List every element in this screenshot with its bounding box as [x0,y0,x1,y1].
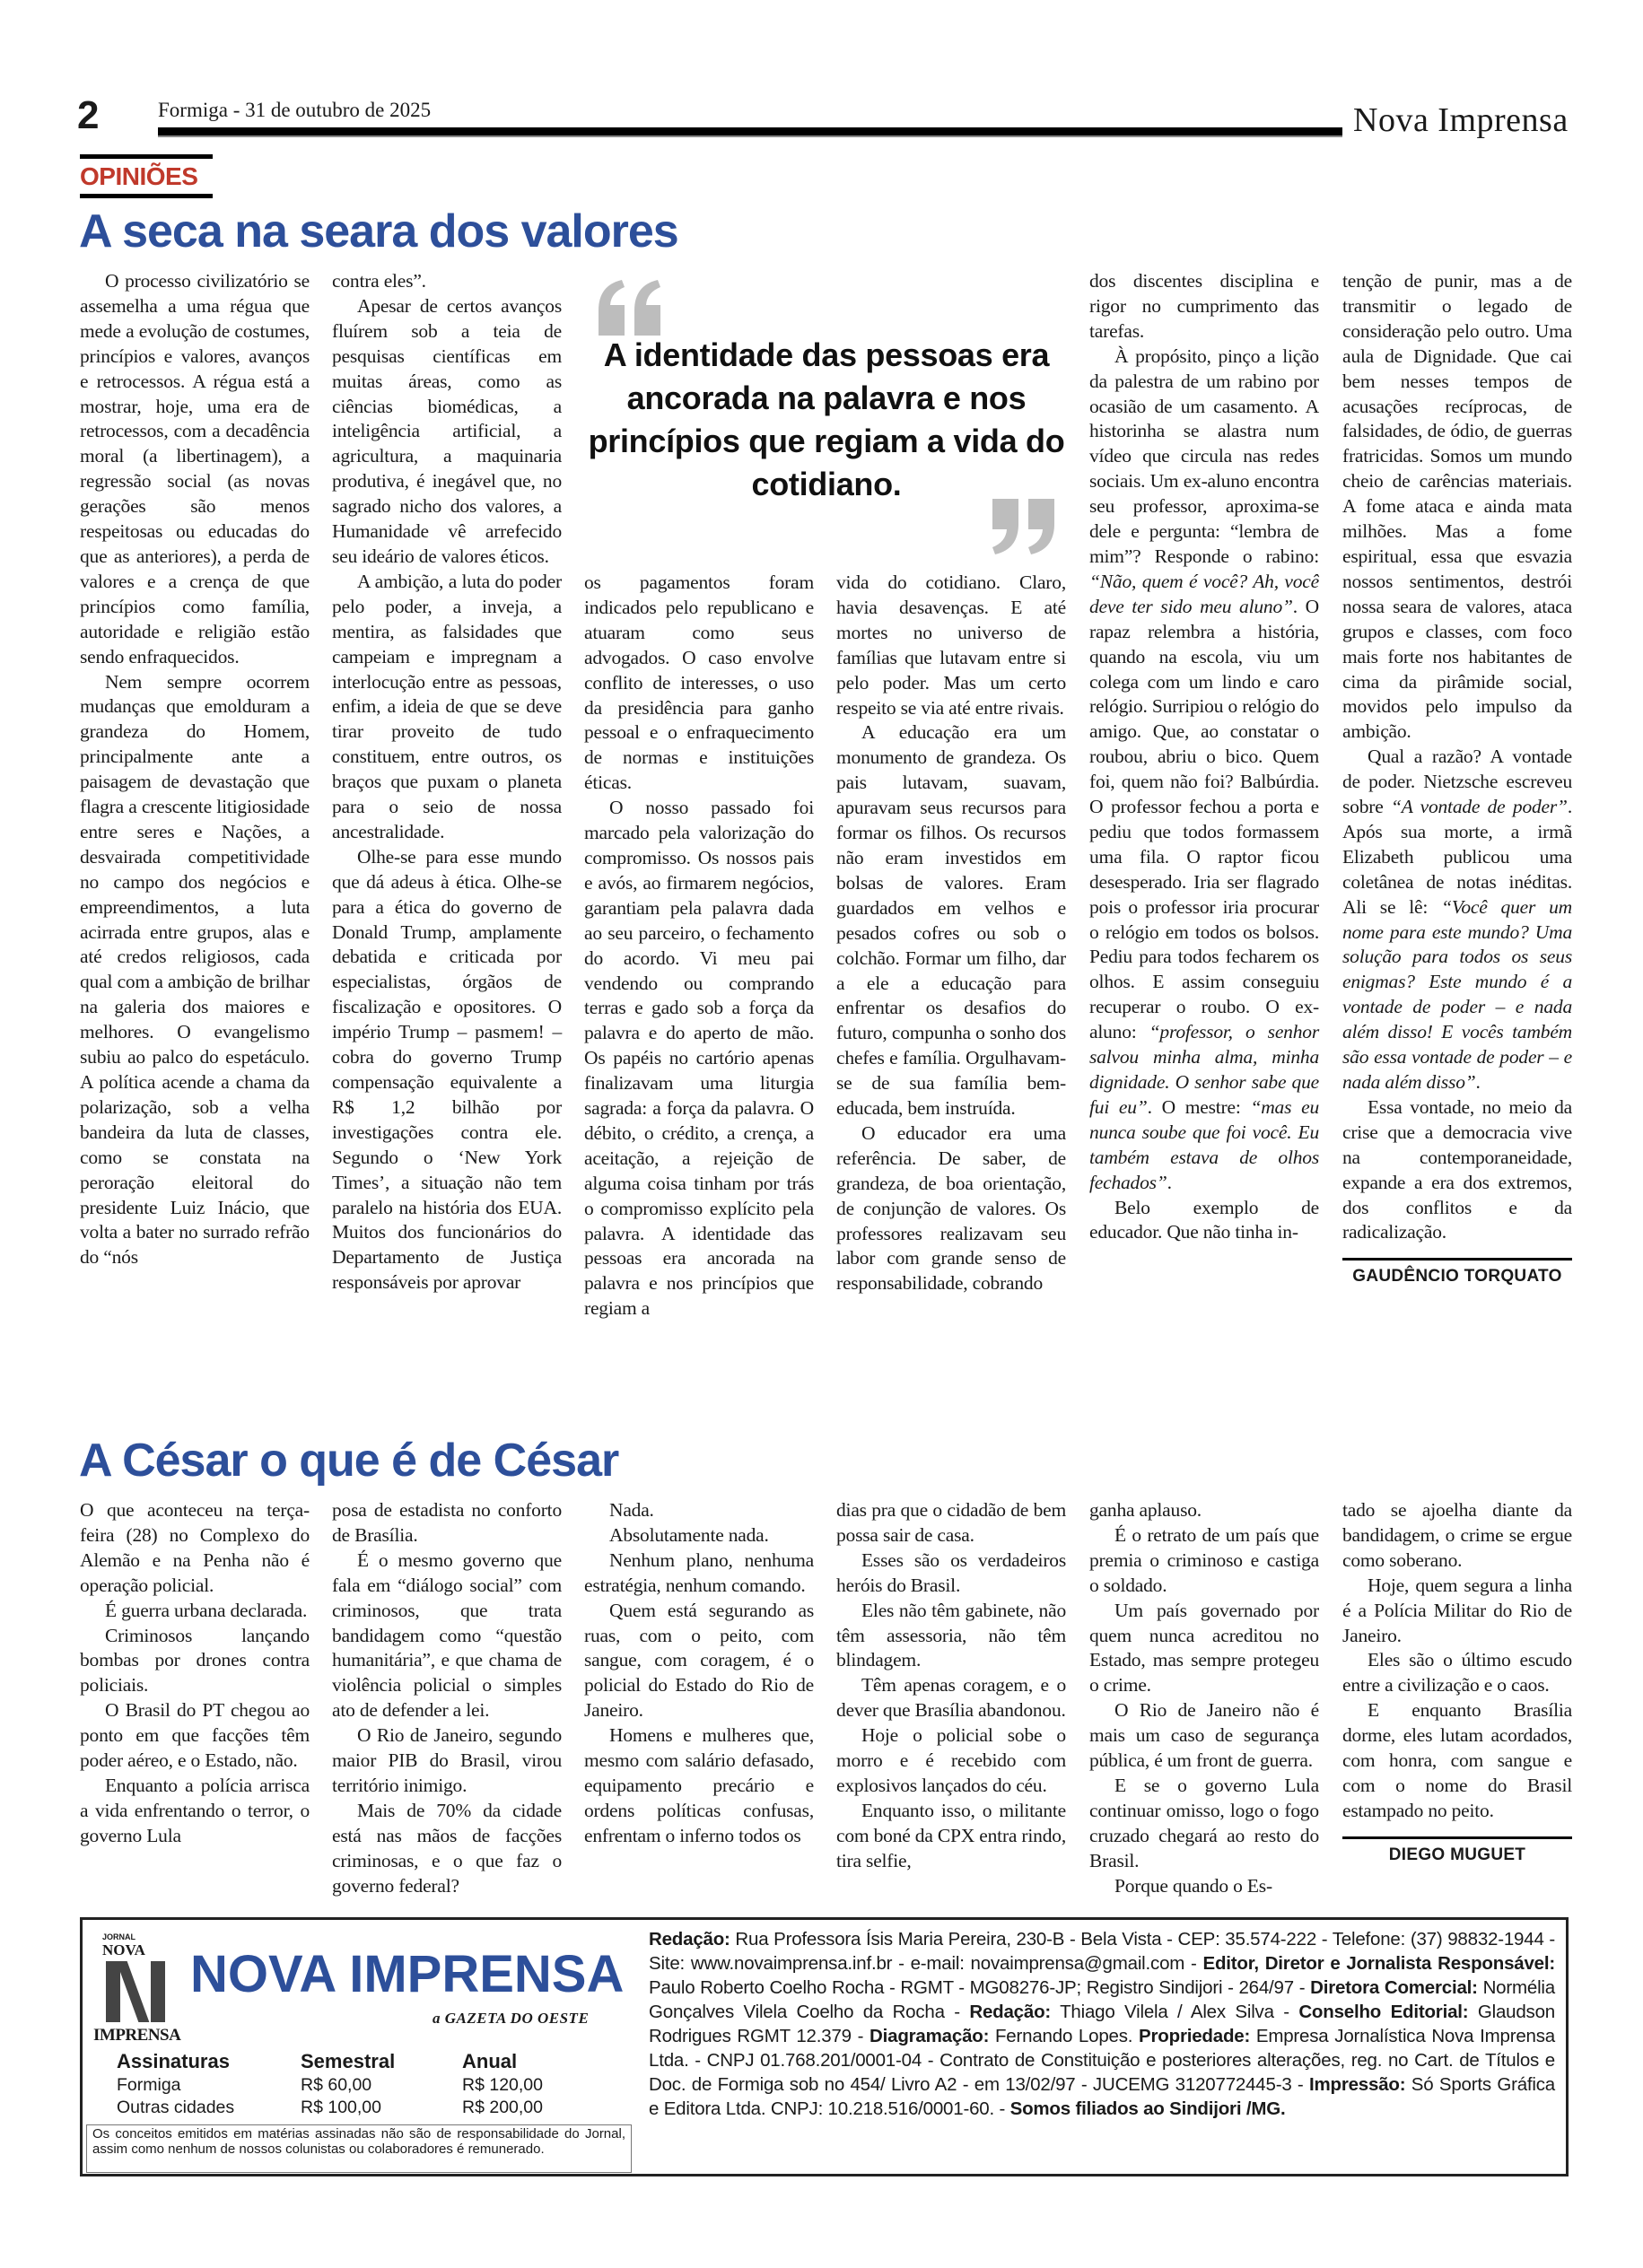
text-run: tenção de punir, mas a de transmitir o legado de consideração pelo outro. Uma aula de Dignidade. Que cai bem nesses tempos de acusações recíprocas, de falsidades, de ódio, de guerras fratricidas. Somos um mundo cheio de carências materiais. A fome ataca e ainda mata milhões. Mas a fome espiritual, essa que esvazia nossos sentimentos, destrói nossa seara de valores, ataca grupos e classes, com foco mais forte nos habitantes de cima da pirâmide social, movidos pelo impulso da ambição. [1342,270,1572,743]
text-run: Criminosos lançando bombas por drones contra policiais. [80,1624,310,1697]
italic-quote: “professor, o senhor salvou minha alma, minha dignidade. O senhor sabe que fui eu” [1089,1021,1319,1118]
italic-quote: “A vontade de poder” [1390,796,1568,818]
subs-cell: Outras cidades [117,2098,235,2117]
paragraph [1342,1698,1572,1824]
paragraph [836,1723,1066,1799]
open-quote-icon [595,280,667,336]
disclaimer: Os conceitos emitidos em matérias assinadas não são de responsabilidade do Jornal, assim como nenhum de nossos colunistas ou colaboradores é remunerado. [86,2124,632,2173]
text-run: Normélia Gonçalves Vilela Coelho da Rocha - [649,1977,1555,2022]
text-run: . [1167,1171,1172,1193]
subs-cell: R$ 100,00 [301,2098,381,2117]
text-run: À propósito, pinço a lição da palestra de um rabino por ocasião de um casamento. A historinha se alastra num vídeo que circula nas redes sociais. Um ex-aluno encontra seu professor, aproxima-se dele e pergunta: “lembra de mim”? Responde o rabino: [1089,345,1319,567]
paragraph [836,1121,1066,1296]
logo-bar [106,1961,120,2022]
column-body [332,269,562,1295]
pull-quote-text: A identidade das pessoas era ancorada na palavra e nos princípios que regiam a vida do cotidiano. [588,336,1065,502]
paragraph [836,571,1066,720]
paragraph [332,294,562,570]
tagline: a GAZETA DO OESTE [433,2010,590,2027]
text-run: E enquanto Brasília dorme, eles lutam acordados, com honra, com sangue e com o nome do Brasil estampado no peito. [1342,1699,1572,1821]
text-run: O educador era uma referência. De saber, de grandeza, de boa orientação, de conjunção de valores. Os professores realizavam seu labor com grande senso de responsabilidade, cobrando [836,1121,1066,1295]
text-run: Nem sempre ocorrem mudanças que emolduram a grandeza do Homem, principalmente ante a paisagem de devastação que flagra a crescente litigiosidade entre seres e Nações, a desvairada competitividade no campo dos negócios e empreendimentos, a luta acirrada entre grupos, alas e até credos religiosos, cada qual com a ambição de brilhar na galeria dos maiores e melhores. O evangelismo subiu ao palco do espetáculo. A política acende a chama da polarização, sob a velha bandeira da luta de classes, como se constata na peroração eleitoral do presidente Luiz Inácio, que volta a bater no surrado refrão do “nós [80,670,310,1269]
column-body [1089,269,1319,1245]
page-number: 2 [77,93,100,137]
text-run: . Após sua morte, a irmã Elizabeth publicou uma coletânea de notas inéditas. Ali se lê: [1342,796,1572,918]
column-body [80,1498,310,1849]
paragraph [1342,1498,1572,1574]
text-run: Mais de 70% da cidade está nas mãos de facções criminosas, e o que faz o governo federal? [332,1799,562,1897]
paragraph [1342,745,1572,1095]
text-run: Thiago Vilela / Alex Silva - [1051,2002,1299,2022]
column-body [332,1498,562,1899]
logo-bar [117,1961,150,2022]
text-run: O nosso passado foi marcado pela valorização do compromisso. Os nossos pais e avós, ao firmarem negócios, garantiam pela palavra dada ao seu parceiro, o fechamento do acordo. Vi meu pai vendendo ou comprando terras e gado sob a força da palavra e do aperto de mão. Os papéis no cartório apenas finalizavam uma liturgia sagrada: a força da palavra. O débito, o crédito, a crença, a aceitação, a rejeição de alguma coisa tinham por trás o compromisso explícito pela palavra. A identidade das pessoas era ancorada na palavra e nos princípios que regiam a [584,797,814,1320]
article2-column-1 [80,1498,310,1849]
header-rule [158,127,1342,137]
text-run: Têm apenas coragem, e o dever que Brasília abandonou. [836,1674,1066,1722]
bold-label: Redação: [969,2002,1052,2022]
article1-column-4 [836,571,1066,1296]
text-run: . O mestre: [1147,1095,1251,1118]
text-run: Um país governado por quem nunca acreditou no Estado, mas sempre protegeu o crime. [1089,1599,1319,1697]
text-run: . O rapaz relembra a história, quando na escola, viu um colega com um lindo e caro relógio. Surripiou o relógio do amigo. Que, ao constatar o roubou, abriu o bico. Quem foi, quem não foi? Balbúrdia. O professor fechou a porta e pediu que todos formassem uma fila. O raptor ficou desesperado. Iria ser flagrado pois o professor iria procurar o relógio em todos os bolsos. Pediu para todos fecharem os olhos. E assim conseguiu recuperar o roubo. O ex-aluno: [1089,595,1319,1043]
article2-author: DIEGO MUGUET [1342,1836,1572,1866]
text-run: contra eles”. [332,270,426,292]
text-run: Nada. [609,1499,654,1521]
text-run: Só Sports Gráfica e Editora Ltda. CNPJ: 10.218.516/0001-60. - [649,2074,1556,2119]
article2-column-3 [584,1498,814,1849]
text-run: É guerra urbana declarada. [105,1599,308,1621]
paragraph [836,1498,1066,1548]
text-run: tado se ajoelha diante da bandidagem, o crime se ergue como soberano. [1342,1499,1572,1571]
text-run: dias pra que o cidadão de bem possa sair de casa. [836,1499,1066,1546]
article1-column-6 [1342,269,1572,1287]
text-run: O Rio de Janeiro não é mais um caso de segurança pública, é um front de guerra. [1089,1699,1319,1772]
text-run: Enquanto a polícia arrisca a vida enfrentando o terror, o governo Lula [80,1774,310,1846]
paragraph [1089,1874,1319,1899]
paragraph [1342,269,1572,745]
paragraph [584,1599,814,1724]
paragraph [836,1673,1066,1723]
italic-quote: “Você quer um nome para este mundo? Uma solução para todos os seus enigmas? Este mundo é a vontade de poder – e nada além disso! E vocês também são essa vontade de poder – e nada além disso” [1342,895,1572,1093]
paragraph [836,1548,1066,1599]
paragraph [584,1548,814,1599]
article2-column-4 [836,1498,1066,1874]
paragraph [584,1498,814,1523]
text-run: Nenhum plano, nenhuma estratégia, nenhum comando. [584,1548,814,1596]
text-run: Homens e mulheres que, mesmo com salário defasado, equipamento precário e ordens políticas confusas, enfrentam o inferno todos os [584,1724,814,1846]
article2-column-5 [1089,1498,1319,1899]
text-run: Porque quando o Es- [1114,1874,1272,1897]
pull-quote [584,269,1069,556]
paragraph [1342,1095,1572,1245]
text-run: A ambição, a luta do poder pelo poder, a inveja, a mentira, as falsidades que campeiam e impregnam a interlocução entre as pessoas, enfim, a ideia de que se deve tirar proveito de tudo constituem, entre outros, os braços que puxam o planeta para o seio de nossa ancestralidade. [332,570,562,842]
paragraph [1342,1648,1572,1698]
text-run: Eles não têm gabinete, não têm assessoria, não têm blindagem. [836,1599,1066,1671]
subs-cell: Formiga [117,2075,181,2095]
paragraph [80,1599,310,1624]
subs-header: Assinaturas [117,2050,230,2072]
expediente-box [80,1917,1569,2176]
column-body [1342,269,1572,1245]
bold-label: Redação: [649,1929,730,1950]
text-run: Esses são os verdadeiros heróis do Brasil. [836,1548,1066,1596]
bold-label: Diretora Comercial: [1310,1977,1478,1998]
paragraph [584,1723,814,1849]
logo-nova-text: NOVA [102,1941,145,1958]
paragraph [332,1799,562,1899]
text-run: Paulo Roberto Coelho Rocha - RGMT - MG08276-JP; Registro Sindijori - 264/97 - [649,1977,1311,1998]
newspaper-logo [93,1932,192,2047]
text-run: A educação era um monumento de grandeza. Os pais lutavam, suavam, apuravam seus recursos para formar os filhos. Os recursos não eram investidos em bolsas de valores. Eram guardados em velhos e pesados cofres ou sob o colchão. Formar um filho, dar a ele a educação para enfrentar os desafios do futuro, compunha o sonho dos chefes e família. Orgulhavam-se de sua família bem-educada, bem instruída. [836,721,1066,1120]
column-body [584,1498,814,1849]
masthead: Nova Imprensa [1353,101,1569,139]
text-run: O processo civilizatório se assemelha a uma régua que mede a evolução de costumes, princípios e valores, avanços e retrocessos. A régua está a mostrar, hoje, uma era de retrocessos, com a decadência moral (a libertinagem), a regressão social (as novas gerações são menos respeitosas ou educadas do que as anteriores), a perda de valores e a crença de que princípios como família, autoridade e religião estão sendo enfraquecidos. [80,270,310,667]
text-run: Belo exemplo de educador. Que não tinha in- [1089,1196,1319,1243]
paragraph [1089,269,1319,345]
paragraph [584,571,814,796]
paragraph [332,269,562,294]
article2-column-2 [332,1498,562,1899]
paragraph [332,845,562,1295]
subs-cell: R$ 60,00 [301,2075,372,2095]
italic-quote: “Não, quem é você? Ah, você deve ter sido meu aluno” [1089,570,1319,617]
article2-column-6 [1342,1498,1572,1866]
paragraph [1089,1698,1319,1774]
text-run: ganha aplauso. [1089,1499,1202,1521]
paragraph [1342,1574,1572,1649]
article1-column-5 [1089,269,1319,1245]
column-body [584,571,814,1322]
subs-cell: R$ 120,00 [462,2075,543,2095]
paragraph [1089,1523,1319,1599]
paragraph [1089,1498,1319,1523]
paragraph [332,1723,562,1799]
subs-cell: R$ 200,00 [462,2098,543,2117]
bold-label: Editor, Diretor e Jornalista Responsável: [1202,1953,1555,1974]
paragraph [80,1498,310,1599]
text-run: Eles são o último escudo entre a civilização e o caos. [1342,1649,1572,1697]
paragraph [80,670,310,1271]
text-run: Hoje o policial sobe o morro e é recebido com explosivos lançados do céu. [836,1724,1066,1796]
column-body [836,1498,1066,1874]
text-run: Hoje, quem segura a linha é a Polícia Militar do Rio de Janeiro. [1342,1574,1572,1646]
bold-label: Conselho Editorial: [1298,2002,1469,2022]
close-quote-icon [986,499,1058,554]
column-body [836,571,1066,1296]
text-run: . [1475,1071,1481,1093]
article1-column-3 [584,571,814,1322]
text-run: O que aconteceu na terça-feira (28) no Complexo do Alemão e na Penha não é operação policial. [80,1499,310,1596]
text-run: Apesar de certos avanços fluírem sob a teia de pesquisas científicas em muitas áreas, como as ciências biomédicas, a inteligência artificial, a agricultura, a maquinaria produtiva, é inegável que, no sagrado nicho dos valores, a Humanidade vê arrefecido seu ideário de valores éticos. [332,294,562,567]
italic-quote: “mas eu nunca soube que foi você. Eu também estava de olhos fechados” [1089,1095,1319,1193]
column-body [80,269,310,1270]
paragraph [80,269,310,670]
brand-name: NOVA IMPRENSA [190,1945,625,2003]
text-run: Fernando Lopes. [989,2026,1140,2046]
dateline: Formiga - 31 de outubro de 2025 [158,99,432,121]
text-run: os pagamentos foram indicados pelo republicano e atuaram como seus advogados. O caso envolve conflito de interesses, o uso da presidência para ganho pessoal e o enfraquecimento de normas e instituições éticas. [584,571,814,794]
logo-imprensa-text: IMPRENSA [93,2026,181,2045]
text-run: O Rio de Janeiro, segundo maior PIB do Brasil, virou território inimigo. [332,1724,562,1796]
text-run: Olhe-se para esse mundo que dá adeus à ética. Olhe-se para a ética do governo de Donald Trump, amplamente debatida e criticada por especialistas, órgãos de fiscalização e opositores. O império Trump – pasmem! – cobra do governo Trump compensação equivalente a R$ 1,2 bilhão por investigações contra ele. Segundo o ‘New York Times’, a situação não tem paralelo na história dos EUA. Muitos dos funcionários do Departamento de Justiça responsáveis por aprovar [332,845,562,1294]
paragraph [1089,345,1319,1196]
paragraph [584,796,814,1322]
article1-column-2 [332,269,562,1295]
paragraph [836,1799,1066,1874]
article1-author: GAUDÊNCIO TORQUATO [1342,1258,1572,1287]
text-run: É o retrato de um país que premia o criminoso e castiga o soldado. [1089,1523,1319,1596]
text-run: Enquanto isso, o militante com boné da CPX entra rindo, tira selfie, [836,1799,1066,1871]
text-run: É o mesmo governo que fala em “diálogo social” com criminosos, que trata bandidagem como “questão humanitária”, e que chama de violência policial o simples ato de defender a lei. [332,1548,562,1722]
logo-jornal-text: JORNAL [102,1932,136,1941]
text-run: Quem está segurando as ruas, com o peito, com sangue, com coragem, é o policial do Estado do Rio de Janeiro. [584,1599,814,1722]
text-run: Rua Professora Ísis Maria Pereira, 230-B - Bela Vista - CEP: 35.574-222 - Telefone: (37) 98832-1944 - Site: www.novaimprensa.inf.br - e-mail: novaimprensa@gmail.com - [649,1929,1555,1974]
text-run: O Brasil do PT chegou ao ponto em que facções têm poder aéreo, e o Estado, não. [80,1699,310,1772]
section-label: OPINIÕES [80,154,213,198]
column-body [1342,1498,1572,1824]
paragraph [836,1599,1066,1674]
text-run: Qual a razão? A vontade de poder. Nietzsche escreveu sobre [1342,746,1572,818]
article2-title: A César o que é de César [79,1435,619,1487]
text-run: Absolutamente nada. [609,1523,769,1546]
article1-title: A seca na seara dos valores [79,205,678,257]
text-run: vida do cotidiano. Claro, havia desavenças. E até mortes no universo de famílias que lutavam entre si pelo poder. Mas um certo respeito se via até entre rivais. [836,571,1066,719]
column-body [1089,1498,1319,1899]
bold-label: Diagramação: [870,2026,990,2046]
bold-label: Propriedade: [1139,2026,1251,2046]
text-run: dos discentes disciplina e rigor no cumprimento das tarefas. [1089,270,1319,342]
paragraph [332,1548,562,1723]
subs-header: Semestral [301,2050,396,2072]
text-run: E se o governo Lula continuar omisso, logo o fogo cruzado chegará ao resto do Brasil. [1089,1774,1319,1871]
paragraph [1089,1774,1319,1874]
bold-label: Impressão: [1308,2074,1406,2095]
text-run: Essa vontade, no meio da crise que a democracia vive na contemporaneidade, expande a era dos extremos, dos conflitos e da radicalização. [1342,1095,1572,1243]
paragraph [1089,1599,1319,1699]
paragraph [584,1523,814,1548]
subs-header: Anual [462,2050,518,2072]
paragraph [1089,1196,1319,1246]
paragraph [836,720,1066,1121]
paragraph [80,1698,310,1774]
article1-column-1 [80,269,310,1270]
paragraph [332,570,562,845]
text-run: posa de estadista no conforto de Brasília. [332,1499,562,1546]
editorial-credits [649,1927,1555,2121]
text-run: Empresa Jornalística Nova Imprensa Ltda. - CNPJ 01.768.201/0001-04 - Contrato de Constituição e posteriores alterações, reg. no Cart. de Títulos e Doc. de Formiga sob no 454/ Livro A2 - em 13/02/97 - JUCEMG 3120772445-3 - [649,2026,1555,2095]
bold-label: Somos filiados ao Sindijori /MG. [1009,2098,1286,2119]
text-run: Glaudson Rodrigues RGMT 12.379 - [649,2002,1556,2046]
paragraph [332,1498,562,1548]
paragraph [80,1774,310,1849]
paragraph [80,1624,310,1699]
logo-bar [151,1961,165,2022]
